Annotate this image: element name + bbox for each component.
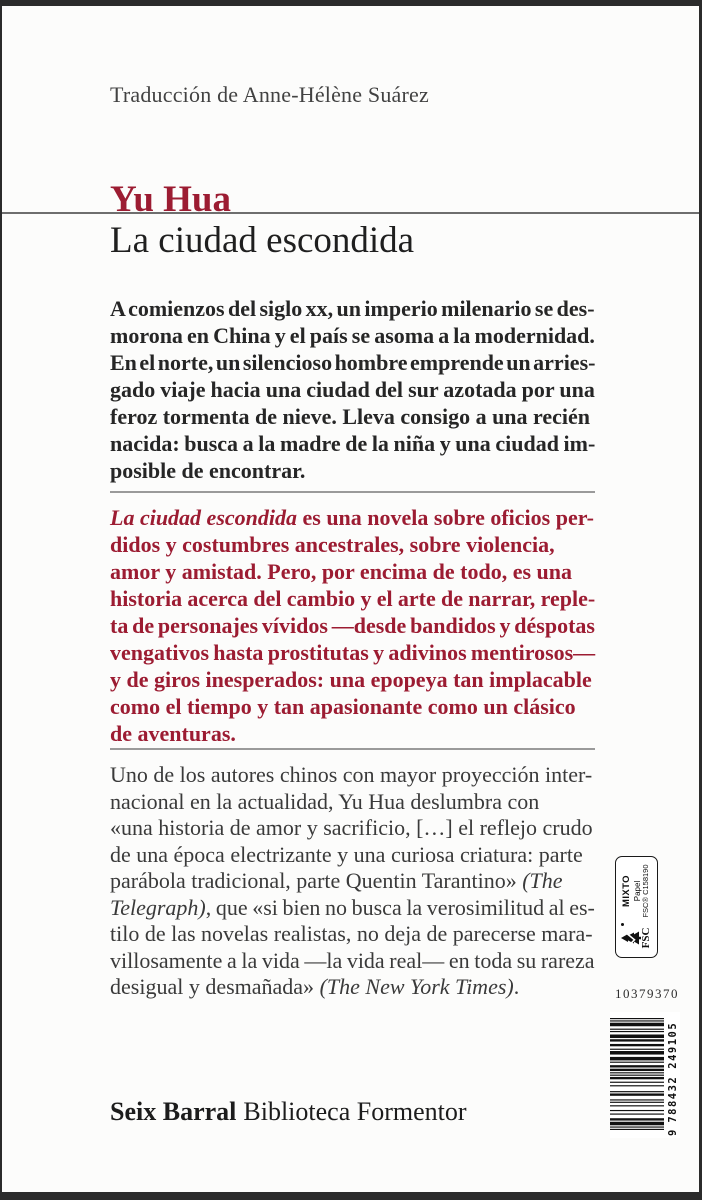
isbn-number — [667, 1014, 679, 1136]
section-rule-top — [110, 491, 595, 493]
book-title: La ciudad escondida — [110, 220, 415, 261]
press-quotes-paragraph — [110, 762, 595, 1001]
text-line: villosamente a la vida —la vida real— en toda su rareza — [110, 947, 595, 973]
text-line: feroz tormenta de nieve. Lleva consigo a una recién — [110, 404, 591, 429]
synopsis-paragraph — [110, 295, 595, 484]
text-line: amor y amistad. Pero, por encima de todo, es una — [110, 559, 572, 584]
text-line: vengativos hasta prostitutas y adivinos mentirosos— — [110, 640, 596, 665]
isbn-group-2: 249105 — [667, 1021, 679, 1069]
fsc-mix-label: MIXTO — [621, 875, 633, 907]
text-line: de aventuras. — [110, 721, 236, 746]
text-line: tilo de las novelas realistas, no deja de parecerse mara- — [110, 921, 593, 946]
fsc-license-code: FSC® C158190 — [641, 864, 651, 918]
barcode-box — [610, 1012, 680, 1138]
header-rule — [0, 212, 702, 214]
text-line: como el tiempo y tan apasionante como un clásico — [110, 694, 576, 719]
publisher-line — [110, 1097, 467, 1127]
text-line: En el norte, un silencioso hombre emprende un arries- — [110, 350, 596, 375]
fsc-label-box — [615, 856, 658, 958]
publisher-name: Seix Barral — [110, 1097, 237, 1126]
text-line: morona en China y el país se asoma a la modernidad. — [110, 323, 595, 348]
fsc-certification-label — [615, 856, 658, 958]
text-line: Uno de los autores chinos con mayor proyección inter- — [110, 762, 593, 787]
text-line: de una época electrizante y una curiosa criatura: parte — [110, 841, 583, 867]
text-line: parábola tradicional, parte Quentin Tarantino» (The — [110, 868, 563, 893]
review-paragraph — [110, 504, 595, 747]
text-line: «una historia de amor y sacrificio, […] el reflejo crudo — [110, 815, 593, 840]
isbn-group-1: 788432 — [667, 1075, 679, 1123]
text-line: historia acerca del cambio y el arte de narrar, reple- — [110, 586, 596, 611]
text-line: ta de personajes vívidos —desde bandidos y déspotas — [110, 613, 595, 638]
translator-line: Traducción de Anne-Hélène Suárez — [110, 82, 429, 107]
text-line: desigual y desmañada» (The New York Times). — [110, 974, 520, 999]
fsc-paper-label: Papel — [633, 880, 643, 902]
text-line: gado viaje hacia una ciudad del sur azotada por una — [110, 377, 595, 402]
fsc-tree-icon — [621, 929, 641, 947]
isbn-check-digit: 9 — [667, 1129, 679, 1136]
text-line: nacional en la actualidad, Yu Hua deslumbra con — [110, 788, 540, 814]
fsc-text-block — [622, 862, 651, 920]
fsc-trademark-dot — [621, 923, 624, 926]
text-line: didos y costumbres ancestrales, sobre violencia, — [110, 532, 555, 557]
text-line: nacida: busca a la madre de la niña y una ciudad im- — [110, 431, 596, 456]
barcode-bars — [610, 1018, 664, 1130]
isbn-barcode — [610, 1012, 680, 1138]
text-line: Telegraph), que «si bien no busca la verosimilitud al es- — [110, 894, 595, 920]
fsc-logo-block — [621, 925, 652, 951]
section-rule-bottom — [110, 748, 595, 750]
product-code: 10379370 — [615, 986, 679, 1001]
text-line: y de giros inesperados: una epopeya tan implacable — [110, 667, 592, 692]
text-line: A comienzos del siglo xx, un imperio milenario se des- — [110, 296, 595, 321]
text-line: posible de encontrar. — [110, 458, 306, 483]
collection-name: Biblioteca Formentor — [243, 1097, 467, 1126]
author-name: Yu Hua — [110, 179, 232, 220]
text-line: La ciudad escondida es una novela sobre oficios per- — [110, 505, 594, 530]
fsc-brand-text: FSC — [640, 927, 652, 949]
